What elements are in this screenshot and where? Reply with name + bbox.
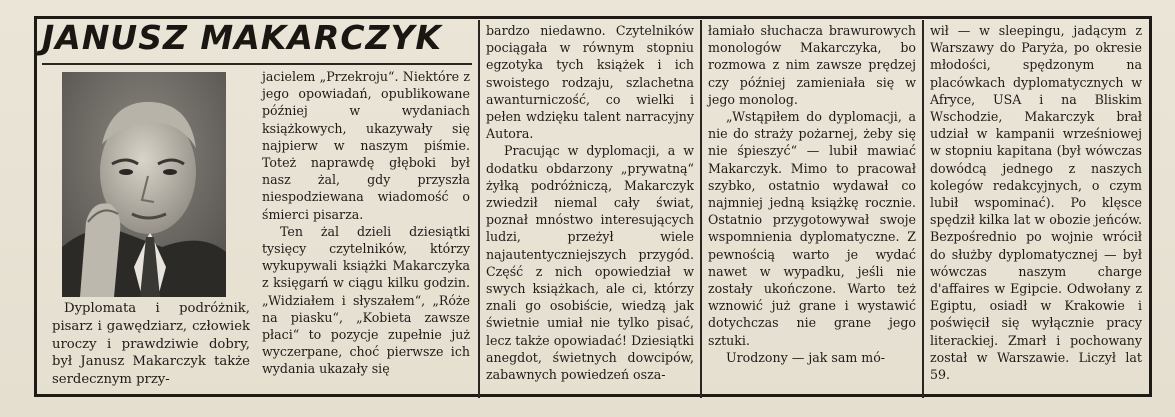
paragraph: jacielem „Przekroju“. Niektóre z jego opowiadań, opublikowane później w wydaniach książkowych, ukazywały się najpierw w naszym piśmie. Toteż naprawdę głęboki był nasz żal, gdy przyszła niespodziewana wiadomość o śmierci pisarza. (262, 69, 470, 222)
paragraph: Urodzony — jak sam mó- (726, 349, 886, 365)
portrait-caption: Dyplomata i podróżnik, pisarz i gawędziarz, człowiek uroczy i prawdziwie dobry, był Janusz Makarczyk także serdecznym przy- (52, 301, 250, 388)
article-title: JANUSZ MAKARCZYK (42, 18, 442, 57)
paragraph: wił — w sleepingu, jadącym z Warszawy do Paryża, po okresie młodości, spędzonym na placówkach dyplomatycznych w Afryce, USA i na Bliskim Wschodzie, Makarczyk brał udział w kampanii wrześniowej w stopniu kapitana (był wówczas dowódcą jednego z naszych kolegów redakcyjnych, o czym lubił wspominać). Po klęsce spędził kilka lat w obozie jeńców. Bezpośrednio po wojnie wrócił do służby dyplomatycznej — był wówczas naszym charge d'affaires w Egipcie. Odwołany z Egiptu, osiadł w Krakowie i poświęcił się wyłącznie pracy literackiej. Zmarł i pochowany został w Warszawie. Liczył lat 59. (930, 23, 1142, 383)
portrait-photo (62, 72, 226, 297)
column-rule (478, 20, 480, 398)
title-divider (42, 63, 472, 65)
paragraph: bardzo niedawno. Czytelników pociągała w równym stopniu egzotyka tych książek i ich swoistego rodzaju, szlachetna awanturniczość, co wielki i pełen wdzięku talent narracyjny Autora. (486, 23, 694, 142)
column-rule (922, 20, 924, 398)
article-column-4 (930, 22, 1142, 383)
article-column-3 (708, 22, 916, 366)
paragraph: Pracując w dyplomacji, a w dodatku obdarzony „prywatną“ żyłką podróżniczą, Makarczyk zwiedził niemal cały świat, poznał mnóstwo interesujących ludzi, przeżył wiele najautentyczniejszych przygód. Część z nich opowiedział w swych książkach, ale ci, którzy znali go osobiście, wiedzą jak świetnie umiał nie tylko pisać, lecz także opowiadać! Dziesiątki anegdot, świetnych dowcipów, zabawnych powiedzeń osza- (486, 143, 694, 383)
author-portrait (62, 72, 226, 297)
paragraph: łamiało słuchacza brawurowych monologów Makarczyka, bo rozmowa z nim zawsze prędzej czy później zamieniała się w jego monolog. (708, 23, 916, 107)
column-rule (700, 20, 702, 398)
paragraph: „Wstąpiłem do dyplomacji, a nie do straży pożarnej, żeby się nie śpieszyć“ — lubił mawiać Makarczyk. Mimo to pracował szybko, ostatnio wydawał co najmniej jedną książkę rocznie. Ostatnio przygotowywał swoje wspomnienia dyplomatyczne. Z pewnością warto je wydać nawet w wypadku, jeśli nie zostały ukończone. Warto też wznowić już grane i wystawić dotychczas nie grane jego sztuki. (708, 109, 916, 348)
article-column-2 (486, 22, 694, 383)
article-column-1 (262, 68, 470, 378)
paragraph: Ten żal dzieli dziesiątki tysięcy czytelników, którzy wykupywali książki Makarczyka z księgarń w ciągu kilku godzin. „Widziałem i słyszałem“, „Róże na piasku“, „Kobieta zawsze płaci“ to pozycje zupełnie już wyczerpane, choć pierwsze ich wydania ukazały się (262, 223, 470, 377)
